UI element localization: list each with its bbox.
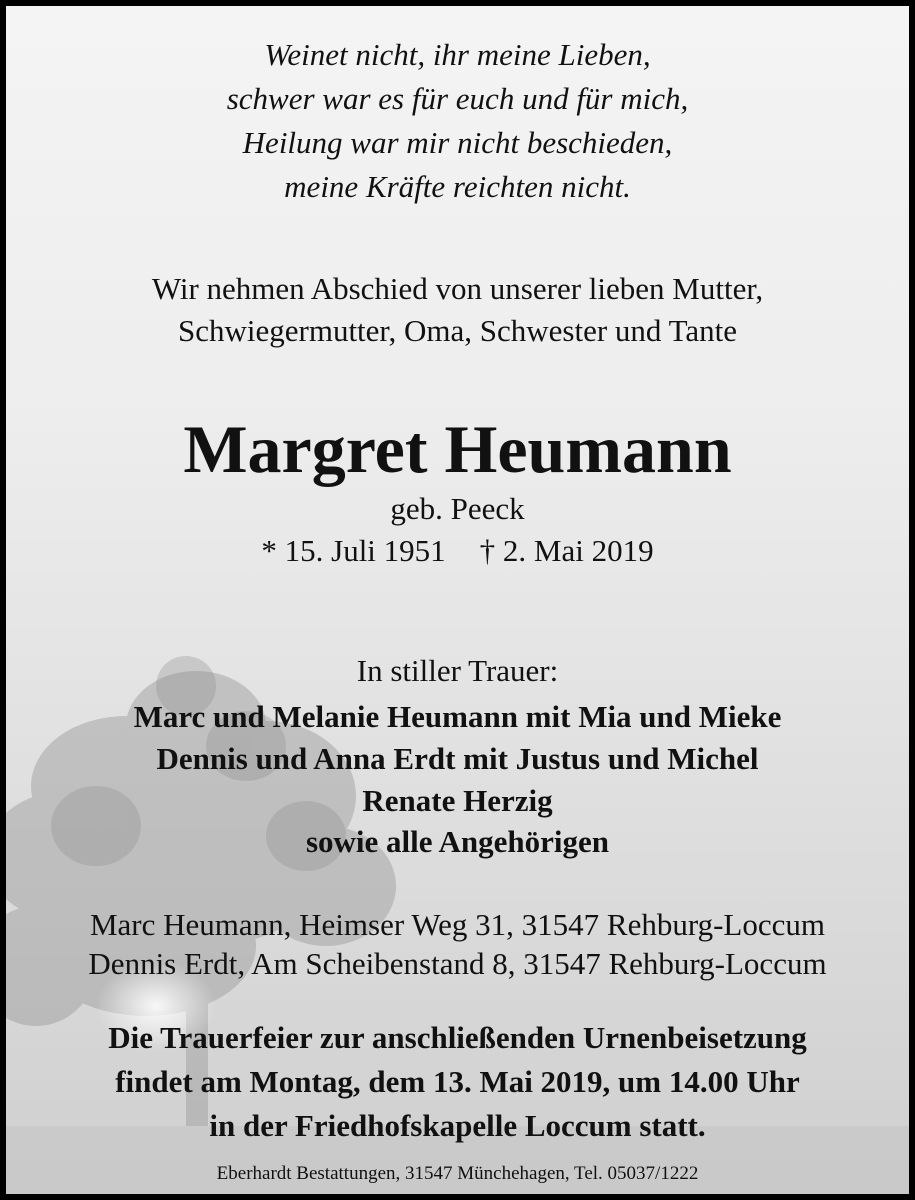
deceased-name: Margret Heumann <box>183 411 732 487</box>
poem-line-4: meine Kräfte reichten nicht. <box>284 169 631 204</box>
birth-date: * 15. Juli 1951 <box>261 533 446 568</box>
mourners-heading: In stiller Trauer: <box>356 653 559 688</box>
poem-line-2: schwer war es für euch und für mich, <box>226 81 689 116</box>
address-line-2: Dennis Erdt, Am Scheibenstand 8, 31547 Rehburg-Loccum <box>88 946 827 981</box>
poem-line-1: Weinet nicht, ihr meine Lieben, <box>264 37 651 72</box>
mourner-line-3: Renate Herzig <box>362 783 553 818</box>
life-dates <box>6 535 909 566</box>
obituary-card <box>6 6 909 1194</box>
address-line-1: Marc Heumann, Heimser Weg 31, 31547 Rehburg-Loccum <box>89 907 825 942</box>
birth-name: geb. Peeck <box>390 491 525 526</box>
ceremony-line-1: Die Trauerfeier zur anschließenden Urnenbeisetzung <box>108 1020 807 1055</box>
funeral-home-footer: Eberhardt Bestattungen, 31547 Münchehagen, Tel. 05037/1222 <box>216 1163 699 1184</box>
ceremony-line-3: in der Friedhofskapelle Loccum statt. <box>209 1108 706 1143</box>
mourner-line-2: Dennis und Anna Erdt mit Justus und Michel <box>156 741 759 776</box>
intro-line-2: Schwiegermutter, Oma, Schwester und Tante <box>177 313 738 348</box>
obituary-text <box>6 6 909 1194</box>
death-date: † 2. Mai 2019 <box>479 533 654 568</box>
mourner-line-4: sowie alle Angehörigen <box>305 824 610 859</box>
mourner-line-1: Marc und Melanie Heumann mit Mia und Mieke <box>133 699 782 734</box>
intro-line-1: Wir nehmen Abschied von unserer lieben Mutter, <box>151 271 764 306</box>
poem-line-3: Heilung war mir nicht beschieden, <box>242 125 673 160</box>
ceremony-line-2: findet am Montag, dem 13. Mai 2019, um 14.00 Uhr <box>115 1064 800 1099</box>
